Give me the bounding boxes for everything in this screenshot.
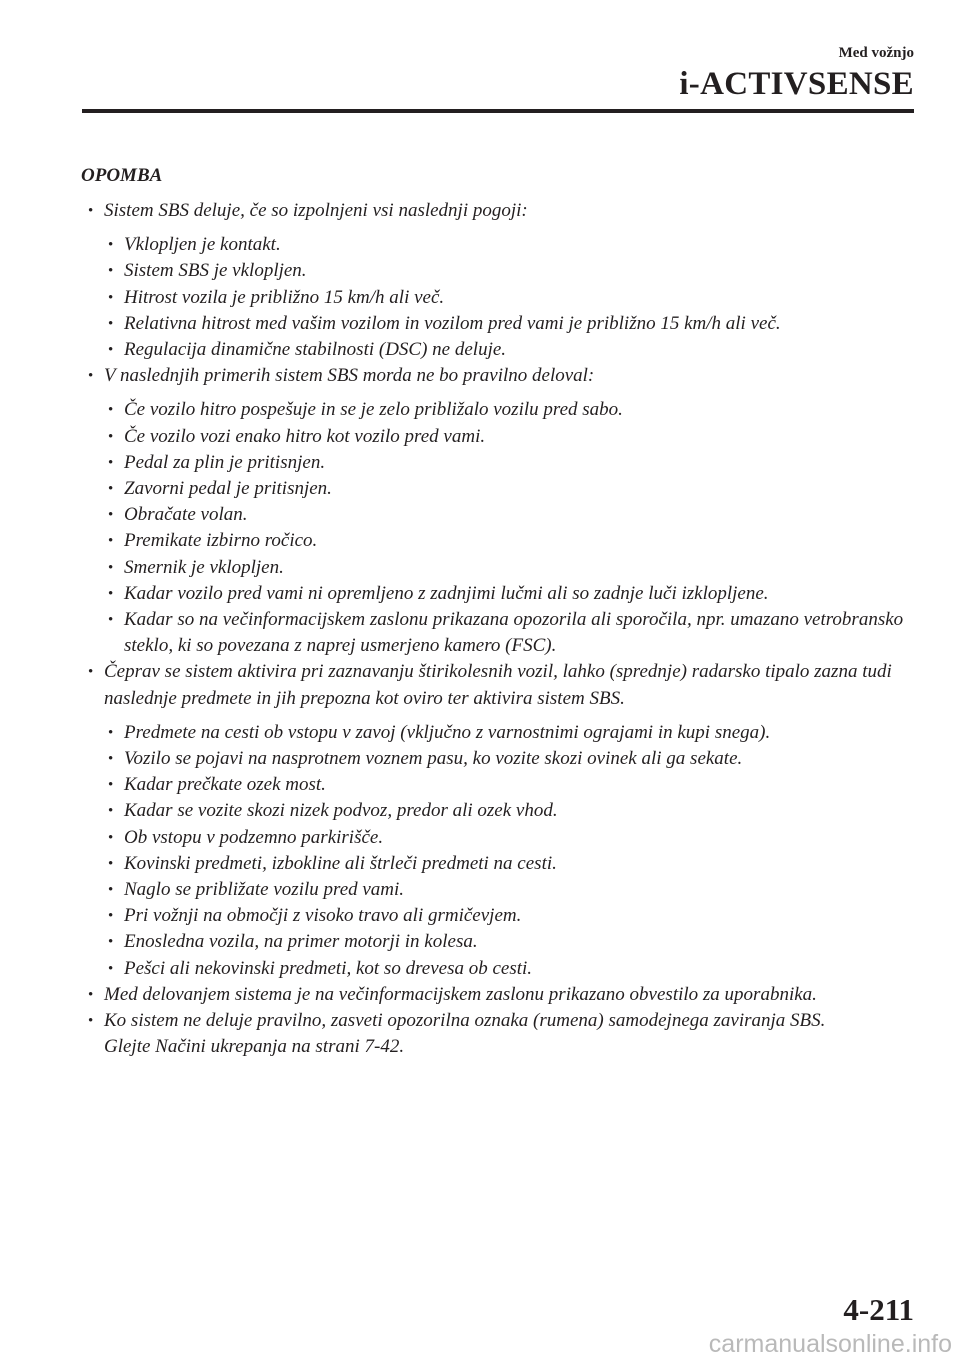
sub-item-text: Relativna hitrost med vašim vozilom in vozilom pred vami je približno 15 km/h ali več. <box>124 312 781 334</box>
bullet-icon: • <box>88 986 94 1003</box>
page-number: 4-211 <box>843 1292 914 1327</box>
sub-list-item <box>0 311 914 337</box>
bullet-icon: • <box>108 724 114 741</box>
item-text: V naslednjih primerih sistem SBS morda ne bo pravilno deloval: <box>104 365 595 387</box>
sub-list <box>104 232 914 363</box>
sub-list-item <box>0 581 914 607</box>
bullet-icon: • <box>108 803 114 820</box>
bullet-icon: • <box>108 263 114 280</box>
bullet-icon: • <box>108 402 114 419</box>
sub-list-item <box>0 555 914 581</box>
bullet-icon: • <box>108 777 114 794</box>
item-text: Sistem SBS deluje, če so izpolnjeni vsi naslednji pogoji: <box>104 200 528 221</box>
sub-item-text: Kadar se vozite skozi nizek podvoz, predor ali ozek vhod. <box>124 800 558 822</box>
chapter-title: i-ACTIVSENSE <box>679 66 914 102</box>
item-text: Med delovanjem sistema je na večinformacijskem zaslonu prikazano obvestilo za uporabnika. <box>104 983 817 1005</box>
sub-item-text: Kadar vozilo pred vami ni opremljeno z zadnjimi lučmi ali so zadnje luči izklopljene. <box>124 582 769 604</box>
sub-list-item <box>0 851 914 877</box>
list-item <box>0 198 960 363</box>
bullet-icon: • <box>88 203 94 219</box>
sub-item-text: Pešci ali nekovinski predmeti, kot so drevesa ob cesti. <box>124 957 533 979</box>
sub-item-text: Pedal za plin je pritisnjen. <box>124 451 326 473</box>
page-header <box>679 44 914 103</box>
bullet-icon: • <box>88 368 94 385</box>
sub-list-item <box>0 424 914 450</box>
sub-list-item <box>0 746 914 772</box>
sub-item-text: Ob vstopu v podzemno parkirišče. <box>124 826 384 848</box>
sub-list-item <box>0 258 914 284</box>
sub-list <box>104 397 914 659</box>
sub-item-text: Regulacija dinamične stabilnosti (DSC) ne deluje. <box>124 339 507 361</box>
sub-list-item <box>0 450 914 476</box>
bullet-icon: • <box>108 829 114 846</box>
note-content <box>0 198 960 1061</box>
bullet-icon: • <box>108 454 114 471</box>
item-text: Čeprav se sistem aktivira pri zaznavanju štirikolesnih vozil, lahko (sprednje) radarsko tipalo zazna tudi naslednje predmete in jih prepozna kot oviro ter aktivira sistem SBS. <box>104 661 892 709</box>
bullet-icon: • <box>108 960 114 977</box>
sub-list-item <box>0 956 914 982</box>
bullet-icon: • <box>108 507 114 524</box>
sub-item-text: Premikate izbirno ročico. <box>124 530 318 552</box>
bullet-icon: • <box>88 664 94 681</box>
bullet-icon: • <box>108 585 114 602</box>
cross-reference: Glejte Načini ukrepanja na strani 7-42. <box>104 1036 405 1058</box>
sub-list-item <box>0 397 914 423</box>
sub-list-item <box>0 720 914 746</box>
sub-item-text: Če vozilo vozi enako hitro kot vozilo pred vami. <box>124 425 486 447</box>
bullet-icon: • <box>108 934 114 951</box>
sub-item-text: Vklopljen je kontakt. <box>124 234 281 256</box>
sub-item-text: Predmete na cesti ob vstopu v zavoj (vključno z varnostnimi ograjami in kupi snega). <box>124 721 771 743</box>
sub-item-text: Vozilo se pojavi na nasprotnem voznem pasu, ko vozite skozi ovinek ali ga sekate. <box>124 748 743 770</box>
section-title: Med vožnjo <box>838 45 914 61</box>
list-item <box>0 982 960 1008</box>
bullet-icon: • <box>108 428 114 445</box>
sub-item-text: Sistem SBS je vklopljen. <box>124 260 307 282</box>
sub-list-item <box>0 337 914 363</box>
bullet-icon: • <box>108 751 114 768</box>
sub-list-item <box>0 502 914 528</box>
sub-item-text: Zavorni pedal je pritisnjen. <box>124 478 332 500</box>
sub-list-item <box>0 877 914 903</box>
bullet-icon: • <box>108 559 114 576</box>
sub-list-item <box>0 285 914 311</box>
sub-list <box>104 720 914 982</box>
bullet-icon: • <box>108 315 114 332</box>
sub-item-text: Hitrost vozila je približno 15 km/h ali več. <box>124 286 445 308</box>
sub-list-item <box>0 929 914 955</box>
bullet-icon: • <box>108 882 114 899</box>
sub-item-text: Naglo se približate vozilu pred vami. <box>124 879 405 901</box>
sub-item-text: Enosledna vozila, na primer motorji in kolesa. <box>124 931 478 953</box>
sub-list-item <box>0 476 914 502</box>
bullet-icon: • <box>108 855 114 872</box>
bullet-icon: • <box>108 289 114 306</box>
sub-list-item <box>0 772 914 798</box>
bullet-icon: • <box>108 237 114 254</box>
sub-item-text: Obračate volan. <box>124 504 248 526</box>
item-text: Ko sistem ne deluje pravilno, zasveti opozorilna oznaka (rumena) samodejnega zaviranja SBS. <box>104 1010 826 1032</box>
sub-list-item <box>0 528 914 554</box>
bullet-icon: • <box>108 612 114 629</box>
sub-item-text: Kadar prečkate ozek most. <box>124 774 326 796</box>
bullet-icon: • <box>108 342 114 359</box>
list-item <box>0 363 960 659</box>
sub-item-text: Pri vožnji na območji z visoko travo ali grmičevjem. <box>124 905 522 927</box>
sub-list-item <box>0 232 914 258</box>
sub-item-text: Kovinski predmeti, izbokline ali štrleči predmeti na cesti. <box>124 852 557 874</box>
sub-item-text: Če vozilo hitro pospešuje in se je zelo približalo vozilu pred sabo. <box>124 399 623 421</box>
note-title: OPOMBA <box>81 165 163 186</box>
bullet-icon: • <box>108 908 114 925</box>
sub-list-item <box>0 607 914 659</box>
bullet-icon: • <box>108 533 114 550</box>
list-item <box>0 659 960 981</box>
sub-list-item <box>0 903 914 929</box>
sub-item-text: Smernik je vklopljen. <box>124 556 284 578</box>
header-rule <box>82 109 914 113</box>
note-list <box>0 198 960 1061</box>
list-item <box>0 1008 960 1060</box>
sub-list-item <box>0 825 914 851</box>
watermark: carmanualsonline.info <box>708 1330 952 1358</box>
sub-item-text: Kadar so na večinformacijskem zaslonu prikazana opozorila ali sporočila, npr. umazano vetrobransko steklo, ki so povezana z naprej usmerjeno kamero (FSC). <box>124 609 904 657</box>
bullet-icon: • <box>108 481 114 498</box>
sub-list-item <box>0 798 914 824</box>
bullet-icon: • <box>88 1013 94 1030</box>
